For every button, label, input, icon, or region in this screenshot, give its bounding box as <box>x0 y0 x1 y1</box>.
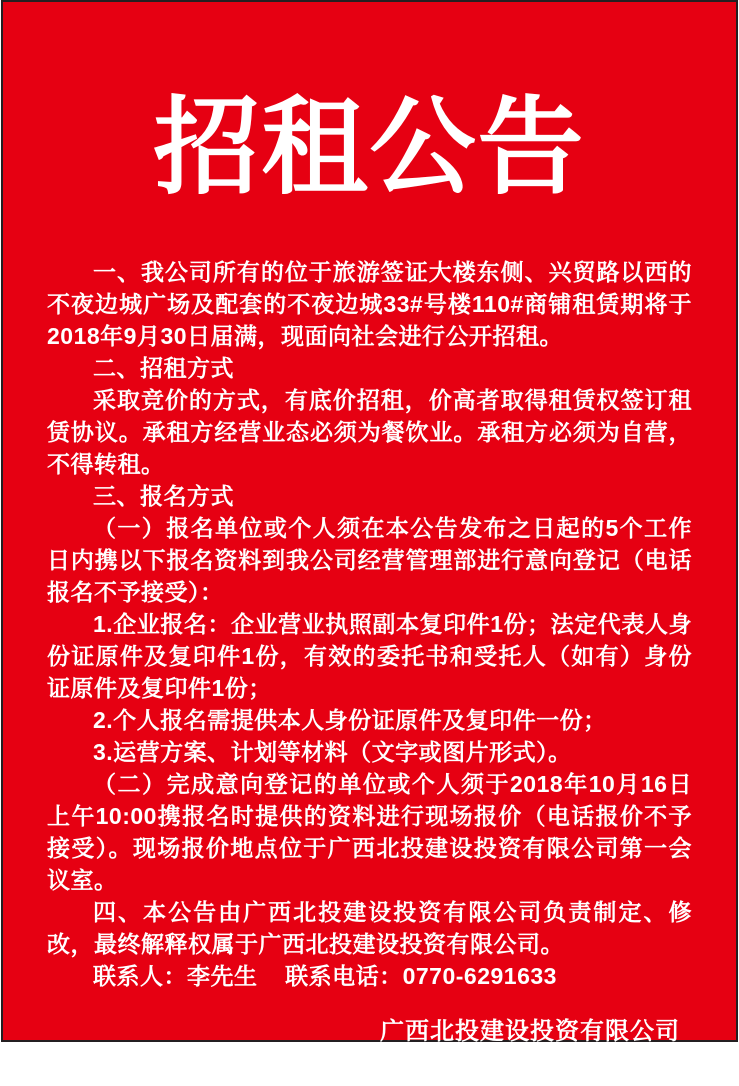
section-heading-rental-method: 二、招租方式 <box>93 355 234 381</box>
paragraph-registration-2: （二）完成意向登记的单位或个人须于2018年10月16日上午10:00携报名时提供的资料进行现场报价（电话报价不予接受）。现场报价地点位于广西北投建设投资有限公司第一会议室。 <box>47 771 692 893</box>
signature-company: 广西北投建设投资有限公司 <box>380 1018 680 1045</box>
contact-phone-number: 0770-6291633 <box>402 963 557 989</box>
paragraph-intro: 一、我公司所有的位于旅游签证大楼东侧、兴贸路以西的不夜边城广场及配套的不夜边城33#号楼110#商铺租赁期将于2018年9月30日届满，现面向社会进行公开招租。 <box>47 259 692 349</box>
paragraph-registration-1: （一）报名单位或个人须在本公告发布之日起的5个工作日内携以下报名资料到我公司经营管理部进行意向登记（电话报名不予接受）： <box>47 515 692 605</box>
contact-person-label: 联系人： <box>93 963 187 989</box>
list-item-operation-plan: 3.运营方案、计划等材料（文字或图片形式）。 <box>93 739 572 765</box>
signature-block <box>380 1014 680 1086</box>
section-heading-registration: 三、报名方式 <box>93 483 234 509</box>
contact-person-name: 李先生 <box>187 963 258 989</box>
rental-announcement-poster <box>1 0 738 1081</box>
paragraph-rental-method: 采取竞价的方式，有底价招租，价高者取得租赁权签订租赁协议。承租方经营业态必须为餐饮业。承租方必须为自营，不得转租。 <box>47 387 692 477</box>
contact-phone-label: 联系电话： <box>285 963 403 989</box>
contact-line <box>47 960 692 992</box>
paragraph-interpretation-rights: 四、本公告由广西北投建设投资有限公司负责制定、修改，最终解释权属于广西北投建设投资有限公司。 <box>47 899 692 957</box>
list-item-personal-registration: 2.个人报名需提供本人身份证原件及复印件一份； <box>93 707 607 733</box>
announcement-body <box>47 256 692 992</box>
signature-date: 2018年9月30日 <box>442 1054 618 1081</box>
poster-title: 招租公告 <box>153 90 586 207</box>
list-item-company-registration: 1.企业报名：企业营业执照副本复印件1份；法定代表人身份证原件及复印件1份，有效的委托书和受托人（如有）身份证原件及复印件1份； <box>47 611 692 701</box>
